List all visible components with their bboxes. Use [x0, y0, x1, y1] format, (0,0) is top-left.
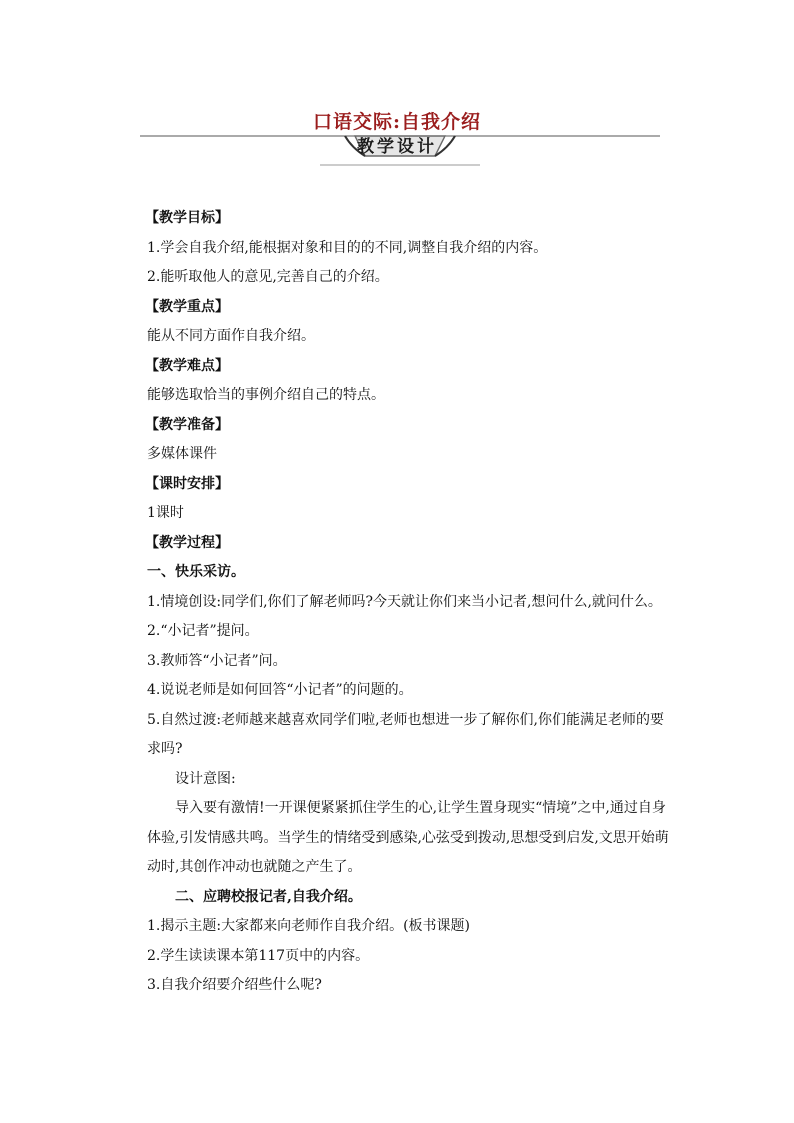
design-intent-text: 导入要有激情!一开课便紧紧抓住学生的心,让学生置身现实“情境”之中,通过自身体验,引发情感共鸣。当学生的情绪受到感染,心弦受到拨动,思想受到启发,文思开始萌动时,其创作冲动也就随之产生了。 — [147, 800, 669, 875]
goal-item-2: 2.能听取他人的意见,完善自己的介绍。 — [147, 269, 389, 285]
banner-label: 教学设计 — [357, 137, 437, 157]
part2-item-1: 1.揭示主题:大家都来向老师作自我介绍。(板书课题) — [147, 918, 470, 934]
goal-heading: 【教学目标】 — [145, 210, 229, 226]
goal-item-1: 1.学会自我介绍,能根据对象和目的的不同,调整自我介绍的内容。 — [147, 239, 548, 256]
key-heading: 【教学重点】 — [145, 298, 229, 315]
page-title: 口语交际:自我介绍 — [312, 111, 481, 133]
part1-item-4: 4.说说老师是如何回答“小记者”的问题的。 — [147, 682, 413, 698]
design-intent-label: 设计意图: — [175, 770, 236, 787]
prep-heading: 【教学准备】 — [145, 416, 229, 433]
part1-item-2: 2.“小记者”提问。 — [147, 623, 259, 639]
part1-item-1: 1.情境创设:同学们,你们了解老师吗?今天就让你们来当小记者,想问什么,就问什么。 — [147, 593, 662, 610]
part1-heading: 一、快乐采访。 — [147, 564, 245, 580]
document-body — [147, 204, 677, 1001]
part2-heading: 二、应聘校报记者,自我介绍。 — [175, 888, 362, 905]
part2-item-2: 2.学生读读课本第117页中的内容。 — [147, 947, 370, 964]
part1-item-3: 3.教师答“小记者”问。 — [147, 652, 287, 669]
schedule-text: 1课时 — [147, 505, 184, 521]
schedule-heading: 【课时安排】 — [145, 475, 229, 492]
prep-text: 多媒体课件 — [147, 446, 217, 462]
process-heading: 【教学过程】 — [145, 534, 229, 551]
part1-item-5: 5.自然过渡:老师越来越喜欢同学们啦,老师也想进一步了解你们,你们能满足老师的要求吗? — [147, 711, 664, 757]
difficulty-text: 能够选取恰当的事例介绍自己的特点。 — [147, 387, 385, 403]
difficulty-heading: 【教学难点】 — [145, 357, 229, 374]
part2-item-3: 3.自我介绍要介绍些什么呢? — [147, 977, 322, 993]
key-text: 能从不同方面作自我介绍。 — [147, 328, 315, 344]
